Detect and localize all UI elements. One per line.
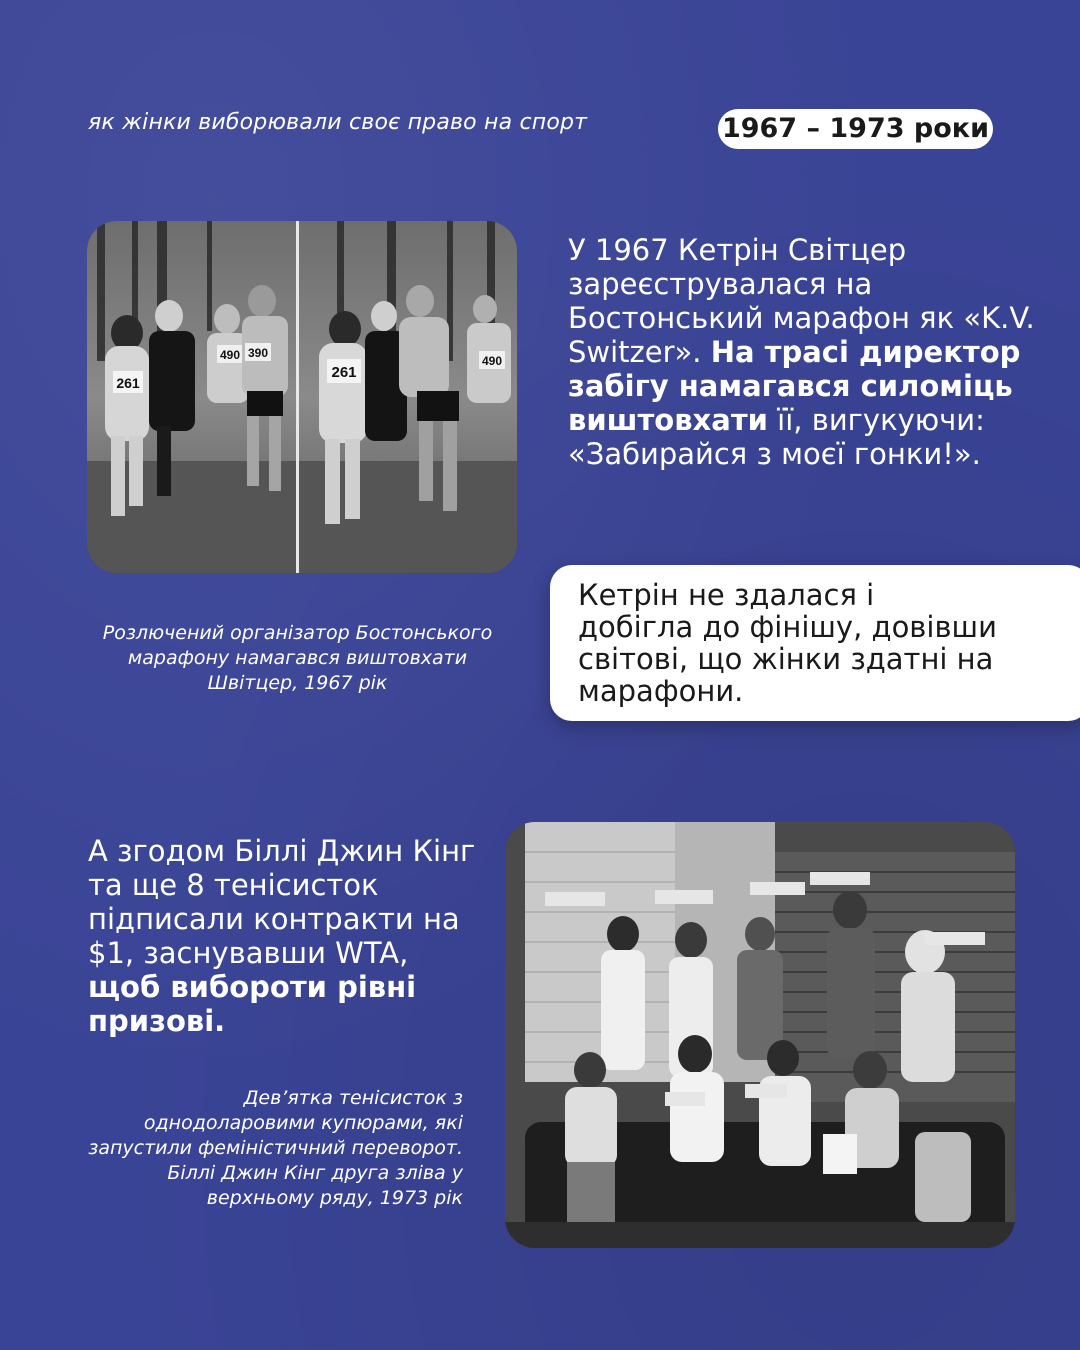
story-text-end: її, вигукуючи: «Забирайся з моєї гонки!». <box>568 403 985 471</box>
tennis-players-photo <box>505 822 1015 1248</box>
page-subtitle: як жінки виборювали своє право на спорт <box>88 110 588 135</box>
story-text-bold: На трасі директор забігу намагався силоміць виштовхати <box>568 335 1021 437</box>
story-text-regular: У 1967 Кетрін Світцер зареєструвалася на Бостонський марафон як «K.V. Switzer». <box>568 233 1035 369</box>
marathon-photo <box>87 221 517 573</box>
wta-text-regular: А згодом Біллі Джин Кінг та ще 8 тенісисток підписали контракти на $1, заснувавши WTA, <box>88 834 476 970</box>
wta-story-text <box>88 834 488 1038</box>
marathon-story-text <box>568 233 1038 471</box>
wta-text-bold: щоб вибороти рівні призові. <box>88 970 417 1038</box>
bib-number: 490 <box>219 348 241 362</box>
marathon-photo-caption: Розлючений організатор Бостонського марафону намагався виштовхати Швітцер, 1967 рік <box>102 622 493 694</box>
tennis-photo-caption: Дев’ятка тенісисток з однодоларовими купюрами, які запустили феміністичний переворот. Біллі Джин Кінг друга зліва у верхньому ряду, 1973 рік <box>88 1087 463 1209</box>
callout-text: Кетрін не здалася і добігла до фінішу, довівши світові, що жінки здатні на марафони. <box>578 578 997 708</box>
bib-number: 261 <box>116 375 140 391</box>
bib-number: 390 <box>247 346 269 360</box>
years-badge: 1967 – 1973 роки <box>718 109 993 149</box>
bib-number: 261 <box>331 364 357 381</box>
callout-card <box>550 565 1080 721</box>
bib-number: 490 <box>481 354 503 368</box>
